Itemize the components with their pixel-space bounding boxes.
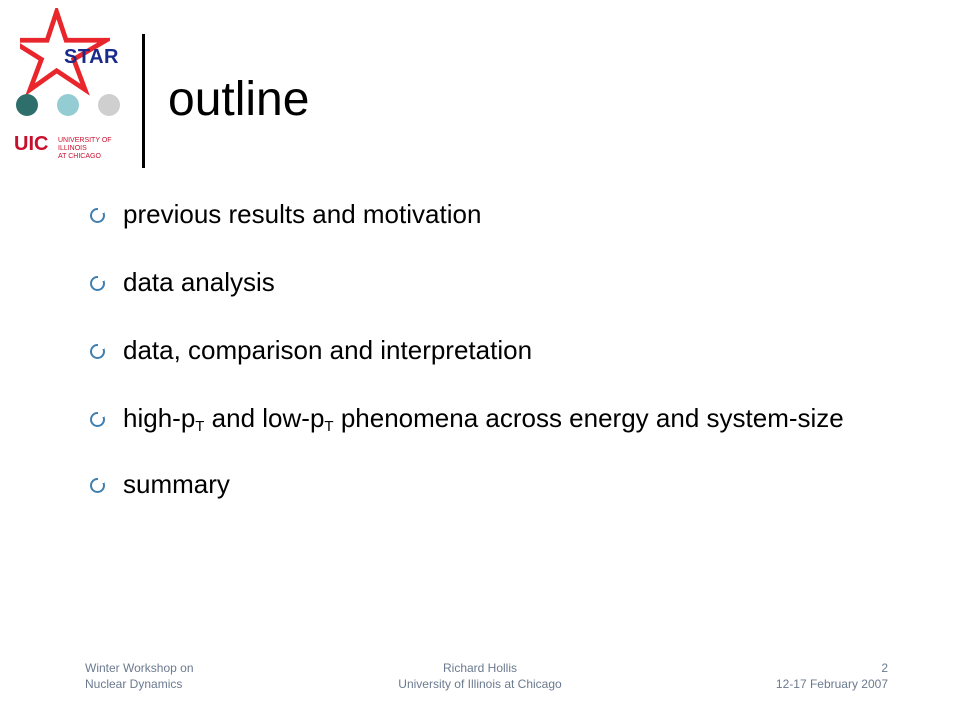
bullet-text: data analysis	[123, 267, 275, 297]
ring-bullet-icon	[90, 412, 105, 427]
bullet-item	[90, 200, 890, 228]
grey-dot	[98, 94, 120, 116]
subscript-t: T	[195, 418, 205, 435]
uic-logo-caption	[58, 137, 128, 161]
footer-event	[85, 660, 194, 692]
footer-event-line2: Nuclear Dynamics	[85, 677, 183, 691]
bullet-text-part: and low-p	[204, 403, 325, 433]
dark-teal-dot	[16, 94, 38, 116]
bullet-item	[90, 268, 890, 296]
footer-date: 12-17 February 2007	[775, 677, 888, 691]
footer-meta	[776, 660, 888, 692]
uic-caption-line2: AT CHICAGO	[58, 153, 101, 160]
slide-number: 2	[881, 661, 888, 675]
footer-event-line1: Winter Workshop on	[85, 661, 194, 675]
bullet-text-part: high-p	[123, 403, 196, 433]
bullet-text-part: phenomena across energy and system-size	[333, 403, 844, 433]
uic-logo-mark: UIC	[14, 133, 49, 155]
ring-bullet-icon	[90, 478, 105, 493]
bullet-text: data, comparison and interpretation	[123, 335, 533, 365]
bullet-text: previous results and motivation	[123, 199, 482, 229]
logo-area	[0, 0, 145, 170]
ring-bullet-icon	[90, 344, 105, 359]
bullet-item	[90, 470, 890, 498]
bullet-text: summary	[123, 469, 230, 499]
light-teal-dot	[57, 94, 79, 116]
footer-author-affiliation: University of Illinois at Chicago	[398, 677, 562, 691]
footer-author-name: Richard Hollis	[442, 661, 518, 675]
footer-author	[380, 660, 580, 692]
subscript-t: T	[324, 418, 334, 435]
ring-bullet-icon	[90, 208, 105, 223]
title-divider	[142, 34, 145, 168]
bullet-item	[90, 403, 890, 435]
bullet-item	[90, 336, 890, 364]
ring-bullet-icon	[90, 276, 105, 291]
star-logo-text: STAR	[64, 46, 119, 68]
bullet-list	[90, 200, 890, 538]
uic-caption-line1: UNIVERSITY OF ILLINOIS	[58, 137, 112, 152]
slide-title: outline	[168, 73, 310, 126]
